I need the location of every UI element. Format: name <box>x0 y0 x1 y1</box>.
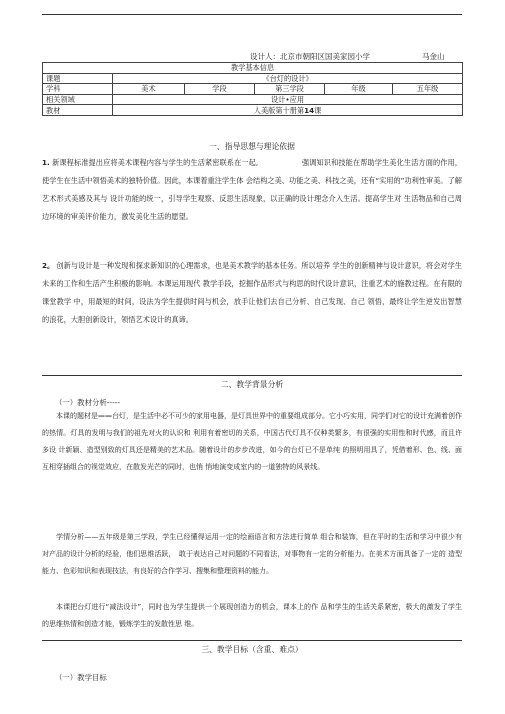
section2-heading: 二、教学背景分析 <box>220 380 284 389</box>
section1-heading: 一、指导思想与理论依据 <box>209 142 295 151</box>
section1-paragraph2 <box>42 257 462 329</box>
s2p1-lead: 本课的题材是 <box>56 412 98 420</box>
stage-label: 学段 <box>185 84 255 95</box>
info-table <box>42 62 463 116</box>
section1-paragraph1 <box>42 154 462 226</box>
top-rule <box>42 14 462 15</box>
textbook-label: 教材 <box>43 105 113 116</box>
section3-sub1: （一）教学目标 <box>55 673 107 682</box>
p1-number: 1. <box>42 158 50 167</box>
subject-value: 美术 <box>113 84 185 95</box>
section2-paragraph2: 学情分析——五年级是第三学段，学生已经懂得运用一定的绘画语言和方法进行简单 组合和装饰，但在平时的生活和学习中很少有对产品的设计分析的经验，他们思维活跃， 敢于表达自己对问题的不同看法，对事物有一定的分析能力。在美术方面具备了一定的 造型能力、色彩知识和表现技法，有良好的合作学习、搜集和整理资料的能力。 <box>42 533 462 575</box>
lesson-number: 14 <box>304 105 315 115</box>
designer-school: 设计人：北京市朝阳区国美家园小学 <box>250 52 370 61</box>
p2-number: 2。 <box>42 261 55 270</box>
designer-line <box>250 51 445 62</box>
grade-value: 五年级 <box>393 84 463 95</box>
lesson-suffix: 课 <box>314 105 322 115</box>
subject-label: 学科 <box>43 84 113 95</box>
table-title: 教学基本信息 <box>43 63 463 74</box>
grade-label: 年级 <box>325 84 393 95</box>
stage-value: 第三学段 <box>255 84 325 95</box>
section1-rule <box>42 375 462 376</box>
section2-rule <box>42 640 462 641</box>
section3-heading: 三、教学目标（含重、难点） <box>201 645 303 654</box>
p1-text: 新课程标准提出应将美术课程内容与学生的生活紧密联系在一起, 强调知识和技能在帮助学生美化生活方面的作用，使学生在生活中领悟美术的独特价值。因此，本课着重注学生体 会结构之美、功能之美、科技之美，还有“实用的”功利性审美。了解艺术形式美感及其与 设计功能的统一，引导学生观察、反思生活现象，以正确的设计理念介入生活。提高学生对 生活物品和自己周边环境的审美评价能力，激发美化生活的愿望。 <box>42 158 462 221</box>
designer-author: 马金山 <box>422 52 445 61</box>
section2-paragraph3: 本课把台灯进行“减法设计”，同时也为学生提供一个展现创造力的机会，课本上的作 品和学生的生活关系紧密，极大的激发了学生的思维热情和创造才能，锻炼学生的发散性思 维。 <box>42 603 462 628</box>
field-label: 相关领域 <box>43 94 113 105</box>
s2p1-text: 台灯，是生活中必不可少的家用电器，是灯具世界中的重要组成部分。它小巧实用，同学们对它的设计充满着创作的热情。灯具的发明与我们的祖先对火的认识和 利用有着密切的关系，中国古代灯具不仅种类繁多，有很强的实用性和时代感，而且许多设 计新颖、造型别致的灯具还是精美的艺术品。随着设计的步步改进，如今的台灯已不是单纯 的照明用具了，凭借着形、色、线、面互相穿插组合的视觉效应，在散发光芒的同时，也悄 悄地演变成室内的一道独特的风景线。 <box>42 412 462 471</box>
topic-value: 《台灯的设计》 <box>113 73 463 84</box>
textbook-value <box>113 105 463 116</box>
textbook-name: 人美版第十册第 <box>253 105 305 115</box>
section2-sub1: （一）教材分析----- <box>55 398 121 407</box>
topic-label: 课题 <box>43 73 113 84</box>
field-value: 设计•应用 <box>113 94 463 105</box>
p2-text: 创新与设计是一种发现和探求新知识的心理需求，也是美术教学的基本任务。所以培养 学生的创新精神与设计意识，将会对学生未来的工作和生活产生积极的影响。本课运用现代 教学手段，挖掘作品形式与构思的时代设计意识，注重艺术的施教过程。在有限的课堂教学 中，用最短的时间，设法为学生提供时间与机会，放手让他们去自己分析、自己发现、自己 领悟，最终让学生逆发出智慧的浪花，大胆创新设计，领悟艺术设计的真谛。 <box>42 261 462 324</box>
section2-paragraph1 <box>42 408 462 476</box>
s2p1-dash: —— <box>98 412 112 420</box>
